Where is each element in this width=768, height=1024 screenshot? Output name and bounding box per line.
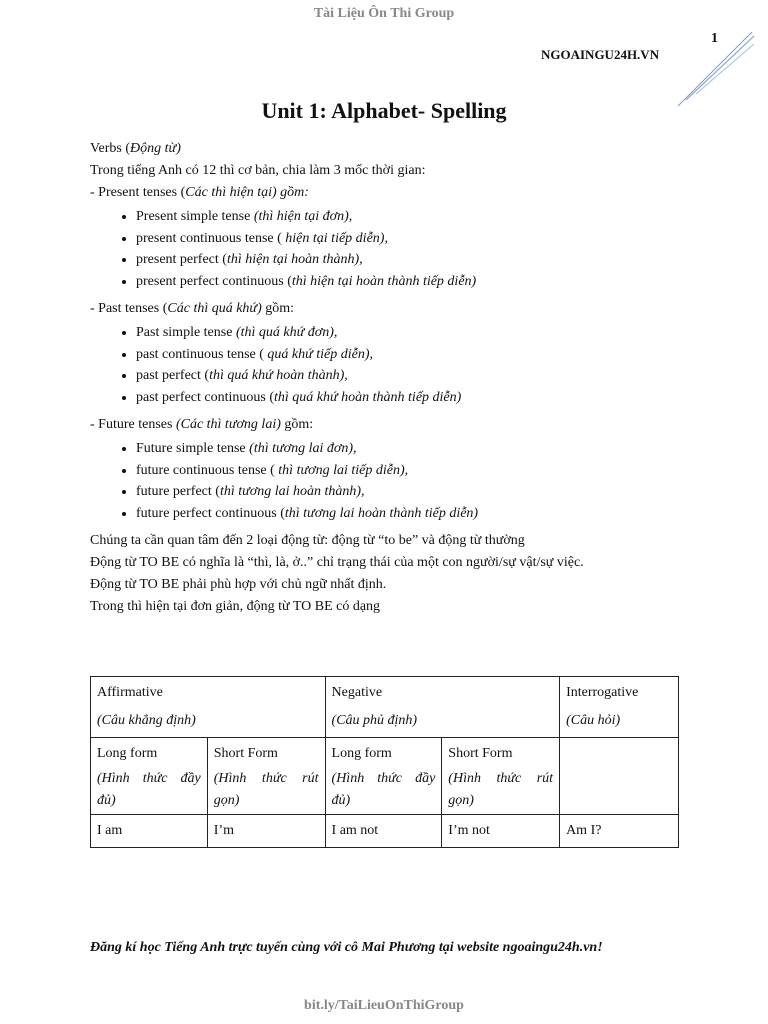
list-item: • present continuous tense ( hiện tại tiếp diễn), (136, 228, 690, 250)
note-line: Động từ TO BE phải phù hợp với chủ ngữ nhất định. (90, 577, 387, 592)
table-cell: Short Form (Hình thức rút gọn) (207, 738, 325, 815)
list-item: • past perfect continuous (thì quá khứ hoàn thành tiếp diễn) (136, 387, 690, 409)
list-item: • future perfect continuous (thì tương lai hoàn thành tiếp diễn) (136, 503, 690, 525)
footer-link[interactable]: bit.ly/TaiLieuOnThiGroup (304, 998, 464, 1013)
list-item: • present perfect (thì hiện tại hoàn thành), (136, 249, 690, 271)
table-cell: Interrogative (Câu hỏi) (560, 677, 679, 738)
table-cell (560, 738, 679, 815)
list-item: • Future simple tense (thì tương lai đơn), (136, 438, 690, 460)
page-number: 1 (711, 31, 718, 46)
promo-text: Đăng kí học Tiếng Anh trực tuyến cùng với cô Mai Phương tại website ngoaingu24h.vn! (90, 940, 603, 955)
table-row (91, 815, 679, 848)
table-cell: Short Form (Hình thức rút gọn) (442, 738, 560, 815)
table-cell: Long form (Hình thức đầy đủ) (325, 738, 442, 815)
table-cell: I am (91, 815, 208, 848)
table-cell: I’m not (442, 815, 560, 848)
list-item: • future continuous tense ( thì tương lai tiếp diễn), (136, 460, 690, 482)
list-item: • present perfect continuous (thì hiện tại hoàn thành tiếp diễn) (136, 271, 690, 293)
table-cell: I’m (207, 815, 325, 848)
list-item: • past continuous tense ( quá khứ tiếp diễn), (136, 344, 690, 366)
table-cell: Affirmative (Câu khẳng định) (91, 677, 326, 738)
note-line: Chúng ta cần quan tâm đến 2 loại động từ: động từ “to be” và động từ thường (90, 533, 525, 548)
table-cell: Am I? (560, 815, 679, 848)
future-list (90, 438, 690, 524)
table-cell: I am not (325, 815, 442, 848)
note-line: Động từ TO BE có nghĩa là “thì, là, ở..” chỉ trạng thái của một con người/sự vật/sự việc. (90, 555, 584, 570)
list-item: • past perfect (thì quá khứ hoàn thành), (136, 365, 690, 387)
list-item: • Past simple tense (thì quá khứ đơn), (136, 322, 690, 344)
present-list (90, 206, 690, 292)
verbs-line: Verbs (Động từ) (90, 141, 181, 156)
site-name: NGOAINGU24H.VN (541, 47, 660, 62)
past-heading: - Past tenses (Các thì quá khứ) gồm: (90, 301, 295, 316)
list-item: • future perfect (thì tương lai hoàn thành), (136, 481, 690, 503)
table-row (91, 677, 679, 738)
corner-decoration-icon (676, 28, 756, 108)
intro-line: Trong tiếng Anh có 12 thì cơ bản, chia làm 3 mốc thời gian: (90, 163, 426, 178)
table-row (91, 738, 679, 815)
future-heading: - Future tenses (Các thì tương lai) gồm: (90, 417, 314, 432)
present-heading: - Present tenses (Các thì hiện tại) gồm: (90, 185, 309, 200)
document-body (90, 138, 690, 618)
to-be-table (90, 676, 679, 848)
table-cell: Negative (Câu phủ định) (325, 677, 560, 738)
list-item: • Present simple tense (thì hiện tại đơn), (136, 206, 690, 228)
header-group-name: Tài Liệu Ôn Thi Group (313, 6, 455, 21)
table-cell: Long form (Hình thức đầy đủ) (91, 738, 208, 815)
page-title: Unit 1: Alphabet- Spelling (261, 98, 507, 123)
note-line: Trong thì hiện tại đơn giản, động từ TO BE có dạng (90, 599, 381, 614)
past-list (90, 322, 690, 408)
